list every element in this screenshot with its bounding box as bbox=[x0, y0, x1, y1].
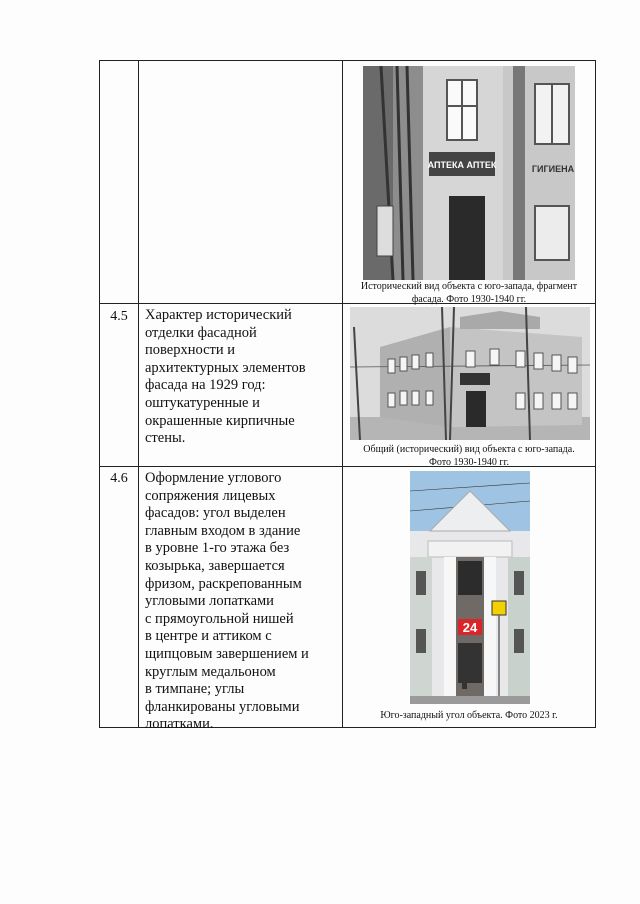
description-line: Характер исторический bbox=[145, 307, 292, 323]
modern-corner-photo bbox=[410, 471, 530, 704]
row-number: 4.6 bbox=[110, 471, 128, 486]
historic-general-view-photo bbox=[350, 307, 590, 440]
photo-caption-3 bbox=[346, 709, 592, 722]
side-sign-text: ГИГИЕНА bbox=[531, 164, 575, 174]
caption-line: Фото 1930-1940 гг. bbox=[429, 457, 509, 468]
row-number: 4.5 bbox=[110, 309, 128, 324]
description-line: щипцовым завершением и bbox=[145, 645, 309, 662]
description-line: поверхности и bbox=[145, 342, 235, 359]
description-line: сопряжения лицевых bbox=[145, 487, 276, 504]
description-line: главным входом в здание bbox=[145, 522, 301, 539]
caption-line: фасада. Фото 1930-1940 гг. bbox=[411, 294, 527, 305]
caption-line: Общий (исторический) вид объекта с юго-запада. bbox=[363, 444, 575, 455]
caption-line: Юго-западный угол объекта. Фото 2023 г. bbox=[380, 710, 558, 721]
description-line: архитектурных элементов bbox=[145, 359, 306, 376]
description-line: фланкированы угловыми bbox=[145, 698, 300, 715]
historic-facade-fragment-photo bbox=[363, 66, 575, 280]
document-table bbox=[99, 60, 596, 733]
description-line: окрашенные кирпичные bbox=[145, 412, 295, 429]
photo-caption-2 bbox=[346, 443, 592, 469]
description-line: отделки фасадной bbox=[145, 324, 257, 341]
shop-sign-text: АПТЕКА АПТЕК bbox=[427, 160, 497, 170]
description-line: козырька, завершается bbox=[145, 557, 285, 574]
column-divider-1 bbox=[138, 61, 139, 727]
description-line: с прямоугольной нишей bbox=[145, 610, 294, 627]
description-line: стены. bbox=[145, 430, 186, 447]
row-description bbox=[145, 307, 340, 448]
description-line: лопатками. bbox=[145, 716, 214, 733]
description-line: круглым медальоном bbox=[145, 663, 276, 680]
description-line: Оформление углового bbox=[145, 470, 282, 486]
description-line: оштукатуренные и bbox=[145, 394, 260, 411]
column-divider-2 bbox=[342, 61, 343, 727]
description-line: фасада на 1929 год: bbox=[145, 377, 266, 394]
description-line: в уровне 1-го этажа без bbox=[145, 540, 290, 557]
description-line: фасадов: угол выделен bbox=[145, 505, 286, 522]
row-description bbox=[145, 470, 340, 734]
caption-line: Исторический вид объекта с юго-запада, фрагмент bbox=[360, 281, 578, 292]
description-line: угловыми лопатками bbox=[145, 593, 274, 610]
description-line: в центре и аттиком с bbox=[145, 628, 272, 645]
store-number-text: 24 bbox=[462, 620, 478, 635]
description-line: фризом, раскрепованным bbox=[145, 575, 302, 592]
description-line: в тимпане; углы bbox=[145, 681, 245, 698]
photo-caption-1 bbox=[346, 280, 592, 306]
